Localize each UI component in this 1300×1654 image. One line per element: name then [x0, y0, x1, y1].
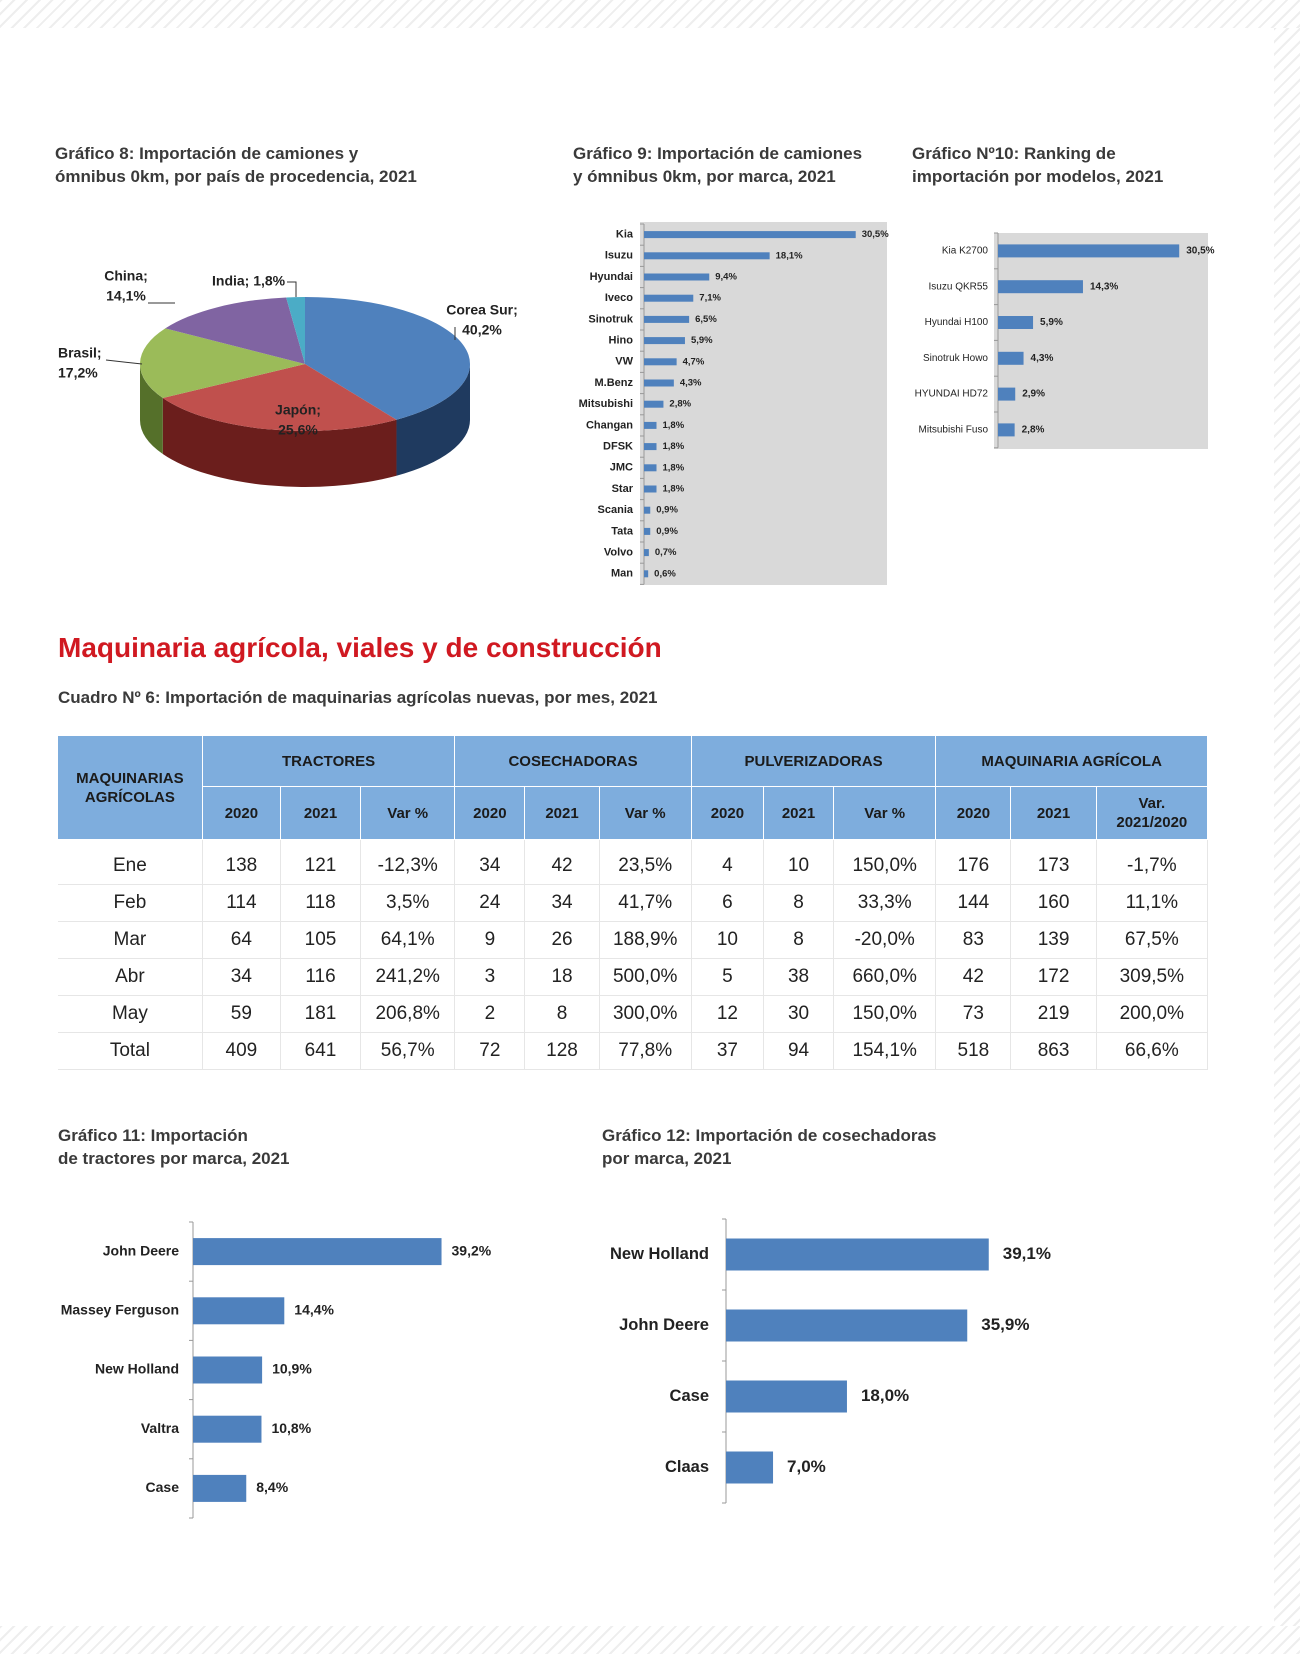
- value-cell: 2: [455, 996, 525, 1033]
- pie-label-india: India; 1,8%: [212, 272, 286, 289]
- group-header-cosechadoras: COSECHADORAS: [455, 736, 692, 787]
- value-cell: 118: [280, 885, 360, 922]
- corner-line2: AGRÍCOLAS: [84, 788, 175, 806]
- value-cell: 241,2%: [361, 959, 455, 996]
- value-cell: 409: [202, 1033, 280, 1070]
- value-label-kia-k2700: 30,5%: [1186, 245, 1215, 257]
- value-label-jmc: 1,8%: [662, 462, 685, 474]
- value-cell: -20,0%: [834, 922, 936, 959]
- chart-9-title-line1: Gráfico 9: Importación de camiones: [573, 144, 863, 163]
- row-label-cell: May: [58, 996, 202, 1033]
- value-label-vw: 4,7%: [682, 356, 705, 368]
- value-label-isuzu: 18,1%: [775, 250, 803, 262]
- section-title: Maquinaria agrícola, viales y de construcción: [58, 632, 662, 663]
- value-cell: 10: [763, 840, 833, 885]
- row-label-cell: Abr: [58, 959, 202, 996]
- value-cell: 641: [280, 1033, 360, 1070]
- category-label-scania: Scania: [597, 504, 633, 517]
- category-label-mitsubishi-fuso: Mitsubishi Fuso: [918, 424, 988, 436]
- value-cell: 42: [936, 959, 1011, 996]
- category-label-m-benz: M.Benz: [594, 376, 633, 389]
- subheader: 2020: [455, 787, 525, 840]
- value-cell: 172: [1011, 959, 1096, 996]
- value-cell: 67,5%: [1096, 922, 1207, 959]
- category-label-mitsubishi: Mitsubishi: [578, 398, 633, 411]
- group-header-maquinaria-agricola: MAQUINARIA AGRÍCOLA: [936, 736, 1208, 787]
- category-label-new-holland: New Holland: [94, 1360, 179, 1377]
- value-cell: 34: [525, 885, 599, 922]
- value-cell: 12: [691, 996, 763, 1033]
- category-label-changan: Changan: [585, 419, 633, 432]
- value-cell: 114: [202, 885, 280, 922]
- bar-case: [726, 1381, 847, 1413]
- category-label-john-deere: John Deere: [102, 1242, 179, 1259]
- value-label-hyundai-h100: 5,9%: [1040, 317, 1063, 329]
- category-label-john-deere: John Deere: [619, 1315, 709, 1334]
- value-cell: 188,9%: [599, 922, 691, 959]
- value-cell: 41,7%: [599, 885, 691, 922]
- value-cell: 6: [691, 885, 763, 922]
- value-label-kia: 30,5%: [861, 229, 889, 241]
- chart-10-title-line2: importación por modelos, 2021: [912, 167, 1164, 186]
- category-label-new-holland: New Holland: [609, 1244, 709, 1263]
- chart-8-title-line2: ómnibus 0km, por país de procedencia, 2021: [55, 167, 417, 186]
- chart-10-title-line1: Gráfico Nº10: Ranking de: [912, 144, 1116, 163]
- value-label-new-holland: 10,9%: [272, 1360, 312, 1377]
- table-6-title: Cuadro Nº 6: Importación de maquinarias agrícolas nuevas, por mes, 2021: [58, 688, 658, 707]
- category-label-star: Star: [611, 482, 633, 495]
- subheader: Var %: [599, 787, 691, 840]
- subheader: Var %: [834, 787, 936, 840]
- category-label-tata: Tata: [611, 525, 633, 538]
- category-label-hyundai: Hyundai: [589, 270, 633, 283]
- category-label-case: Case: [145, 1479, 179, 1496]
- pie-label-name-corea-sur: Corea Sur;: [446, 301, 518, 318]
- value-cell: -12,3%: [361, 840, 455, 885]
- category-label-isuzu: Isuzu: [604, 249, 633, 262]
- subheader: 2021: [763, 787, 833, 840]
- subheader: Var %: [361, 787, 455, 840]
- value-cell: 64: [202, 922, 280, 959]
- value-cell: 105: [280, 922, 360, 959]
- pie-label-name-brasil: Brasil;: [58, 344, 102, 361]
- value-cell: 30: [763, 996, 833, 1033]
- category-label-dfsk: DFSK: [603, 440, 633, 453]
- pie-label-value-brasil: 17,2%: [58, 364, 98, 381]
- value-label-isuzu-qkr55: 14,3%: [1089, 281, 1119, 293]
- value-label-massey-ferguson: 14,4%: [294, 1301, 334, 1318]
- category-label-man: Man: [611, 567, 633, 580]
- value-label-hyundai-hd72: 2,9%: [1022, 388, 1046, 400]
- chart-11-title-line1: Gráfico 11: Importación: [58, 1126, 248, 1145]
- value-cell: 34: [455, 840, 525, 885]
- value-cell: 181: [280, 996, 360, 1033]
- value-label-iveco: 7,1%: [699, 292, 721, 304]
- value-cell: 128: [525, 1033, 599, 1070]
- corner-line1: MAQUINARIAS: [76, 769, 184, 787]
- value-cell: 26: [525, 922, 599, 959]
- value-cell: 309,5%: [1096, 959, 1207, 996]
- value-cell: 42: [525, 840, 599, 885]
- value-cell: 154,1%: [834, 1033, 936, 1070]
- value-cell: 200,0%: [1096, 996, 1207, 1033]
- subheader: Var. 2021/2020: [1096, 787, 1207, 840]
- value-label-star: 1,8%: [662, 483, 685, 495]
- subheader: 2021: [1011, 787, 1096, 840]
- subheader: 2021: [525, 787, 599, 840]
- value-label-john-deere: 39,2%: [451, 1242, 492, 1259]
- chart-12-title-line1: Gráfico 12: Importación de cosechadoras: [602, 1126, 937, 1145]
- value-cell: 3,5%: [361, 885, 455, 922]
- category-label-kia: Kia: [615, 228, 633, 241]
- category-label-isuzu-qkr55: Isuzu QKR55: [928, 281, 988, 293]
- value-label-dfsk: 1,8%: [662, 441, 685, 453]
- value-label-mitsubishi-fuso: 2,8%: [1021, 424, 1045, 436]
- value-cell: 37: [691, 1033, 763, 1070]
- value-cell: 5: [691, 959, 763, 996]
- category-label-jmc: JMC: [609, 461, 633, 474]
- bar-claas: [726, 1452, 773, 1484]
- value-cell: 34: [202, 959, 280, 996]
- value-label-volvo: 0,7%: [654, 547, 677, 559]
- bar-john-deere: [726, 1310, 967, 1342]
- pie-label-name-japón: Japón;: [275, 401, 321, 418]
- value-cell: 518: [936, 1033, 1011, 1070]
- value-label-john-deere: 35,9%: [981, 1314, 1030, 1334]
- bar-new-holland: [726, 1239, 989, 1271]
- value-label-changan: 1,8%: [662, 419, 685, 431]
- value-cell: 660,0%: [834, 959, 936, 996]
- value-label-mitsubishi: 2,8%: [669, 398, 692, 410]
- value-cell: 18: [525, 959, 599, 996]
- category-label-hino: Hino: [608, 334, 633, 347]
- category-label-case: Case: [669, 1386, 709, 1405]
- chart-11-title-line2: de tractores por marca, 2021: [58, 1149, 290, 1168]
- value-cell: 150,0%: [834, 996, 936, 1033]
- value-cell: 64,1%: [361, 922, 455, 959]
- value-cell: 176: [936, 840, 1011, 885]
- value-label-hino: 5,9%: [690, 335, 713, 347]
- value-cell: 500,0%: [599, 959, 691, 996]
- category-label-kia-k2700: Kia K2700: [941, 245, 988, 257]
- value-cell: 116: [280, 959, 360, 996]
- value-cell: 139: [1011, 922, 1096, 959]
- value-cell: 10: [691, 922, 763, 959]
- pie-label-value-japón: 25,6%: [278, 421, 318, 438]
- value-cell: 59: [202, 996, 280, 1033]
- value-cell: 38: [763, 959, 833, 996]
- value-cell: -1,7%: [1096, 840, 1207, 885]
- value-cell: 144: [936, 885, 1011, 922]
- value-cell: 173: [1011, 840, 1096, 885]
- value-label-scania: 0,9%: [656, 504, 678, 516]
- pie-label-name-china: China;: [104, 267, 148, 284]
- subheader: 2021: [280, 787, 360, 840]
- chart-9-title-line2: y ómnibus 0km, por marca, 2021: [573, 167, 836, 186]
- value-cell: 72: [455, 1033, 525, 1070]
- value-label-sinotruk: 6,5%: [695, 313, 717, 325]
- value-label-claas: 7,0%: [787, 1456, 826, 1476]
- value-cell: 73: [936, 996, 1011, 1033]
- category-label-vw: VW: [615, 355, 633, 368]
- category-label-volvo: Volvo: [603, 546, 633, 559]
- subheader: 2020: [691, 787, 763, 840]
- category-label-sinotruk-howo: Sinotruk Howo: [922, 352, 988, 364]
- category-label-hyundai-h100: Hyundai H100: [924, 317, 988, 329]
- value-cell: 3: [455, 959, 525, 996]
- value-label-tata: 0,9%: [656, 525, 678, 537]
- value-cell: 863: [1011, 1033, 1096, 1070]
- value-cell: 11,1%: [1096, 885, 1207, 922]
- value-cell: 24: [455, 885, 525, 922]
- value-cell: 94: [763, 1033, 833, 1070]
- group-header-pulverizadoras: PULVERIZADORAS: [691, 736, 935, 787]
- category-label-claas: Claas: [664, 1457, 709, 1476]
- value-cell: 300,0%: [599, 996, 691, 1033]
- value-cell: 56,7%: [361, 1033, 455, 1070]
- pie-label-value-corea-sur: 40,2%: [462, 321, 502, 338]
- category-label-massey-ferguson: Massey Ferguson: [60, 1301, 179, 1318]
- category-label-valtra: Valtra: [140, 1419, 179, 1436]
- row-label-cell: Ene: [58, 840, 202, 885]
- chart-8-title-line1: Gráfico 8: Importación de camiones y: [55, 144, 359, 163]
- value-cell: 33,3%: [834, 885, 936, 922]
- value-label-case: 8,4%: [256, 1479, 289, 1496]
- category-label-hyundai-hd72: HYUNDAI HD72: [914, 388, 988, 400]
- pie-label-value-china: 14,1%: [106, 287, 146, 304]
- value-cell: 77,8%: [599, 1033, 691, 1070]
- subheader: 2020: [936, 787, 1011, 840]
- value-cell: 160: [1011, 885, 1096, 922]
- value-cell: 66,6%: [1096, 1033, 1207, 1070]
- value-label-new-holland: 39,1%: [1002, 1243, 1051, 1263]
- value-label-sinotruk-howo: 4,3%: [1030, 352, 1054, 364]
- value-cell: 206,8%: [361, 996, 455, 1033]
- row-label-cell: Mar: [58, 922, 202, 959]
- group-header-tractores: TRACTORES: [202, 736, 455, 787]
- value-cell: 8: [763, 885, 833, 922]
- category-label-sinotruk: Sinotruk: [588, 313, 633, 326]
- value-cell: 138: [202, 840, 280, 885]
- value-cell: 23,5%: [599, 840, 691, 885]
- value-label-valtra: 10,8%: [271, 1419, 312, 1436]
- value-label-case: 18,0%: [860, 1385, 910, 1405]
- row-label-cell: Feb: [58, 885, 202, 922]
- value-cell: 9: [455, 922, 525, 959]
- value-cell: 121: [280, 840, 360, 885]
- value-cell: 4: [691, 840, 763, 885]
- subheader: 2020: [202, 787, 280, 840]
- value-cell: 219: [1011, 996, 1096, 1033]
- category-label-iveco: Iveco: [604, 292, 633, 305]
- chart-12-title-line2: por marca, 2021: [602, 1149, 732, 1168]
- value-cell: 8: [763, 922, 833, 959]
- value-label-man: 0,6%: [654, 568, 676, 580]
- row-label-cell: Total: [58, 1033, 202, 1070]
- value-label-m-benz: 4,3%: [679, 377, 702, 389]
- value-cell: 83: [936, 922, 1011, 959]
- value-cell: 8: [525, 996, 599, 1033]
- value-label-hyundai: 9,4%: [715, 271, 737, 283]
- value-cell: 150,0%: [834, 840, 936, 885]
